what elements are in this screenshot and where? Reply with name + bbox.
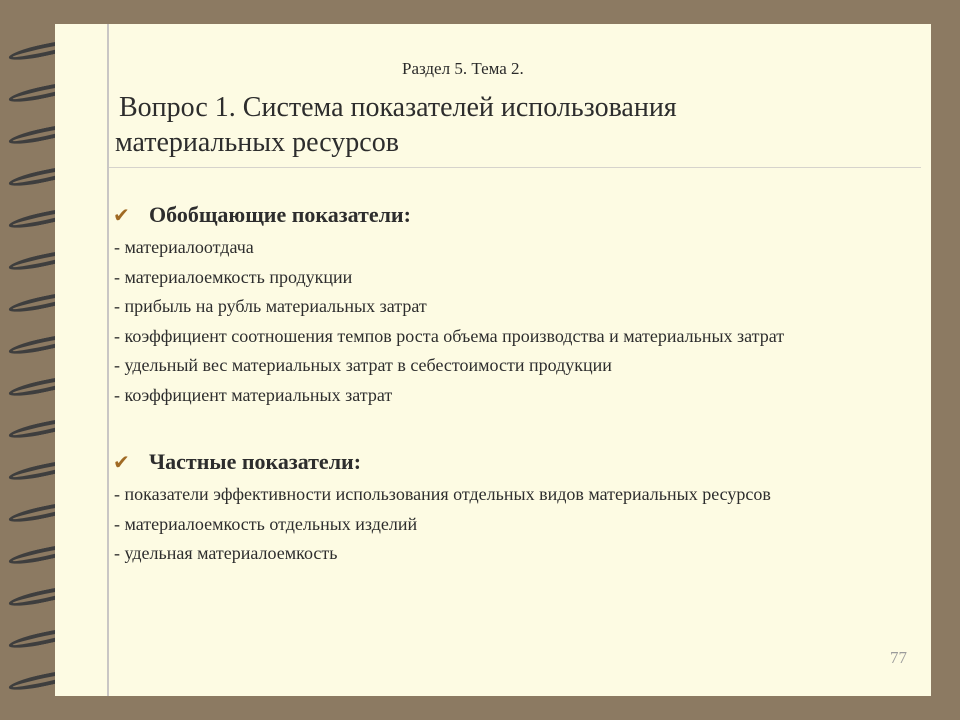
list-item: - удельный вес материальных затрат в себестоимости продукции	[114, 355, 612, 376]
check-icon: ✔	[113, 450, 130, 474]
list-item: - коэффициент материальных затрат	[114, 384, 393, 405]
list-item: - показатели эффективности использования отдельных видов материальных ресурсов	[114, 484, 771, 504]
general-indicators-list	[114, 233, 784, 411]
section-heading-partial	[113, 449, 361, 475]
section-heading-general	[113, 202, 411, 228]
list-item: - коэффициент соотношения темпов роста объема производства и материальных затрат	[114, 325, 785, 346]
title-line-1: Вопрос 1. Система показателей использования	[119, 92, 677, 123]
list-item: - материалоемкость продукции	[114, 266, 353, 287]
partial-indicators-list	[114, 480, 771, 569]
slide-subtitle: Раздел 5. Тема 2.	[402, 59, 524, 78]
margin-line	[107, 24, 109, 696]
slide-title	[115, 90, 915, 160]
list-item: - прибыль на рубль материальных затрат	[114, 296, 427, 317]
section-heading-label: Обобщающие показатели:	[149, 202, 411, 227]
check-icon: ✔	[113, 203, 130, 227]
title-divider	[109, 167, 921, 168]
slide-page	[55, 24, 931, 696]
page-number: 77	[890, 648, 907, 667]
list-item: - материалоемкость отдельных изделий	[114, 513, 418, 534]
list-item: - удельная материалоемкость	[114, 543, 338, 564]
title-line-2: материальных ресурсов	[115, 127, 399, 158]
list-item: - материалоотдача	[114, 237, 254, 257]
section-heading-label: Частные показатели:	[149, 449, 362, 474]
